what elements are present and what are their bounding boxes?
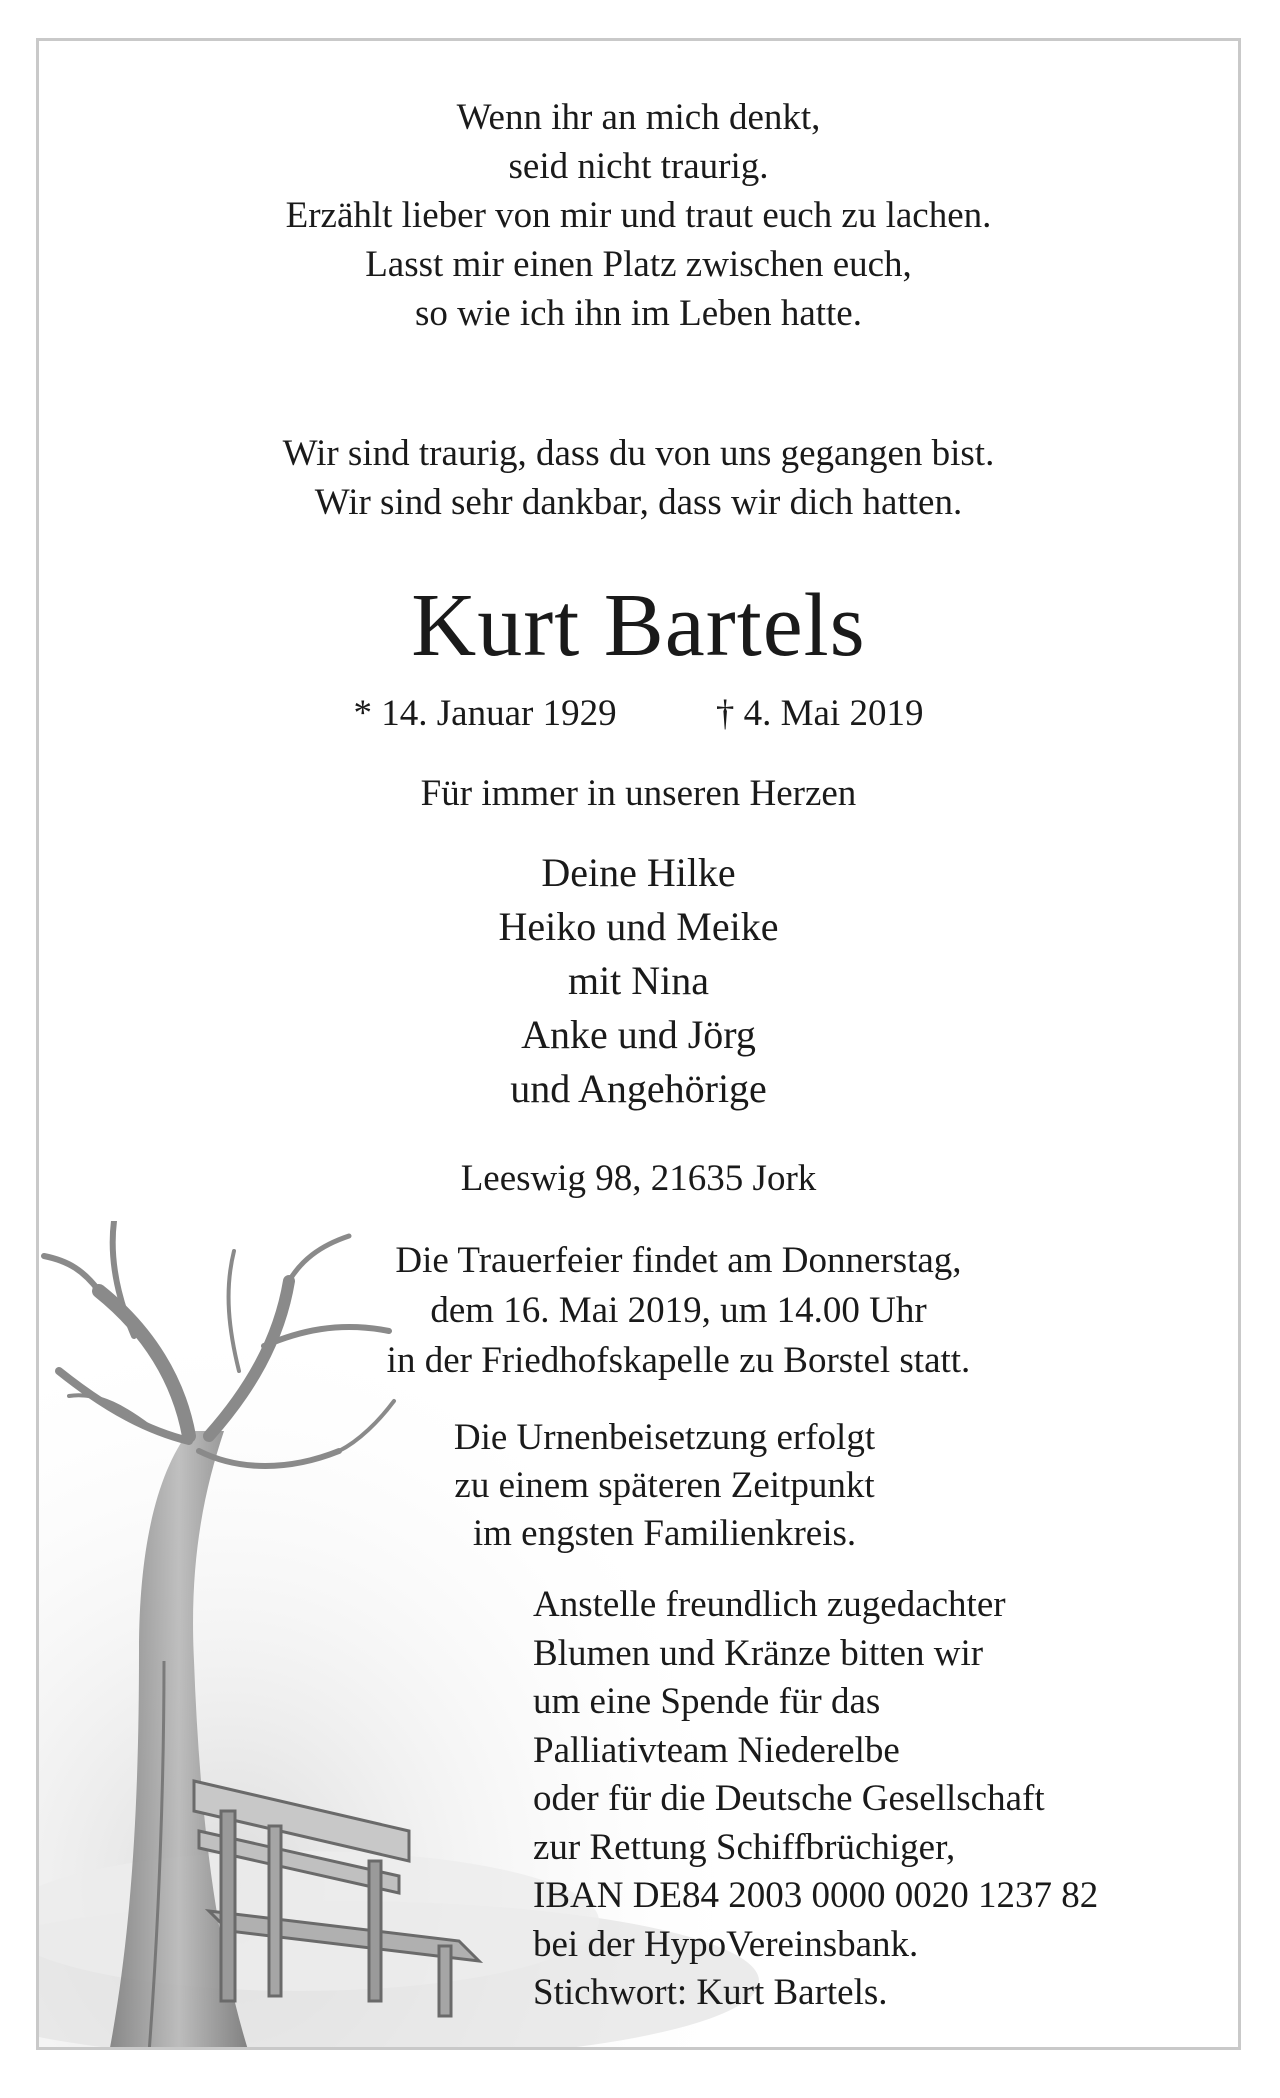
donation-line: oder für die Deutsche Gesellschaft [533, 1778, 1045, 1819]
donation-line: Blumen und Kränze bitten wir [533, 1632, 984, 1674]
donation-request [533, 1581, 1098, 2018]
obituary-frame [36, 38, 1241, 2050]
donation-line: Anstelle freundlich zugedachter [533, 1584, 1006, 1625]
donation-line: Stichwort: Kurt Bartels. [533, 1972, 888, 2013]
poem-line: Wenn ihr an mich denkt, [456, 97, 821, 138]
birth-date: * 14. Januar 1929 [353, 693, 617, 734]
poem-line: so wie ich ihn im Leben hatte. [415, 293, 862, 334]
address: Leeswig 98, 21635 Jork [460, 1158, 817, 1199]
poem-line: Erzählt lieber von mir und traut euch zu lachen. [285, 195, 992, 236]
iban-line: IBAN DE84 2003 0000 0020 1237 82 [533, 1875, 1099, 1916]
service-line: in der Friedhofskapelle zu Borstel statt. [386, 1340, 971, 1381]
mourner-line: Deine Hilke [541, 850, 736, 895]
deceased-name: Kurt Bartels [411, 576, 866, 675]
service-line: Die Trauerfeier findet am Donnerstag, [395, 1240, 962, 1281]
urn-line: im engsten Familienkreis. [472, 1513, 857, 1554]
poem-line: Wir sind sehr dankbar, dass wir dich hatten. [314, 482, 963, 523]
death-date: † 4. Mai 2019 [715, 693, 924, 734]
service-line: dem 16. Mai 2019, um 14.00 Uhr [430, 1290, 927, 1331]
poem-line: Lasst mir einen Platz zwischen euch, [365, 244, 912, 285]
urn-line: zu einem späteren Zeitpunkt [454, 1465, 875, 1506]
mourners-list [39, 846, 1238, 1116]
mourner-line: und Angehörige [510, 1066, 767, 1111]
mourner-line: Anke und Jörg [521, 1012, 756, 1057]
motto: Für immer in unseren Herzen [420, 773, 857, 814]
donation-line: um eine Spende für das [533, 1681, 881, 1722]
funeral-service-info [119, 1236, 1238, 1386]
poem-line: seid nicht traurig. [508, 146, 769, 187]
poem-line: Wir sind traurig, dass du von uns gegangen bist. [282, 433, 995, 474]
donation-line: bei der HypoVereinsbank. [533, 1923, 919, 1965]
urn-line: Die Urnenbeisetzung erfolgt [453, 1417, 876, 1458]
donation-line: Palliativteam Niederelbe [533, 1729, 900, 1771]
poem-stanza-1 [39, 93, 1238, 338]
life-dates [39, 691, 1238, 737]
mourner-line: mit Nina [567, 958, 710, 1003]
donation-line: zur Rettung Schiffbrüchiger, [533, 1826, 956, 1868]
mourner-line: Heiko und Meike [498, 904, 779, 949]
urn-burial-info [91, 1414, 1238, 1558]
poem-stanza-2 [39, 429, 1238, 527]
